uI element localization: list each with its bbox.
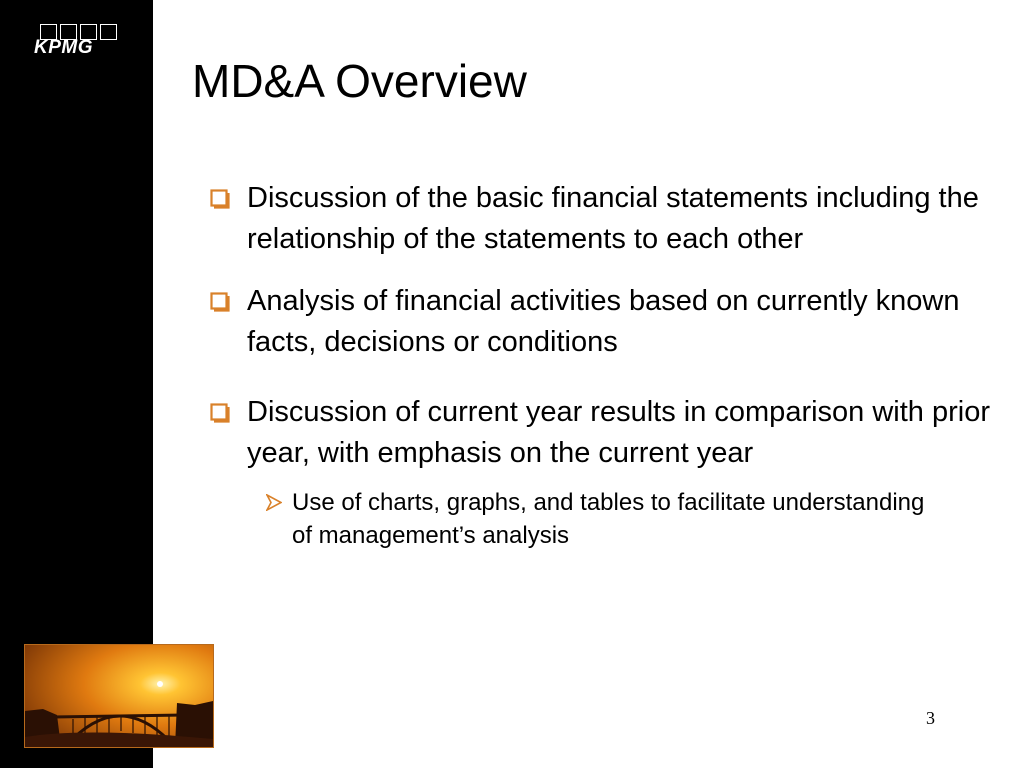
logo-box	[100, 24, 117, 40]
arrowhead-bullet-icon	[266, 494, 282, 511]
bullet-text: Discussion of current year results in comparison with prior year, with emphasis on the current year	[247, 396, 990, 469]
hollow-square-bullet-icon	[210, 403, 230, 423]
sub-bullet-item	[266, 486, 932, 552]
kpmg-logo	[34, 22, 116, 62]
bullet-item	[210, 178, 1010, 260]
sidebar	[0, 0, 153, 768]
sunset-bridge-image	[25, 645, 213, 747]
bullet-text: Discussion of the basic financial statements including the relationship of the statements to each other	[247, 182, 979, 255]
bullet-item	[210, 281, 1010, 363]
bullet-text: Analysis of financial activities based on currently known facts, decisions or conditions	[247, 285, 960, 358]
hollow-square-bullet-icon	[210, 292, 230, 312]
bullet-list	[210, 178, 1010, 552]
page-number: 3	[926, 708, 935, 728]
sunset-bridge-photo	[24, 644, 214, 748]
sub-bullet-text: Use of charts, graphs, and tables to facilitate understanding of management’s analysis	[292, 489, 925, 549]
bullet-item	[210, 392, 1010, 474]
logo-text: KPMG	[34, 37, 93, 58]
slide-title: MD&A Overview	[192, 55, 527, 107]
hollow-square-bullet-icon	[210, 189, 230, 209]
